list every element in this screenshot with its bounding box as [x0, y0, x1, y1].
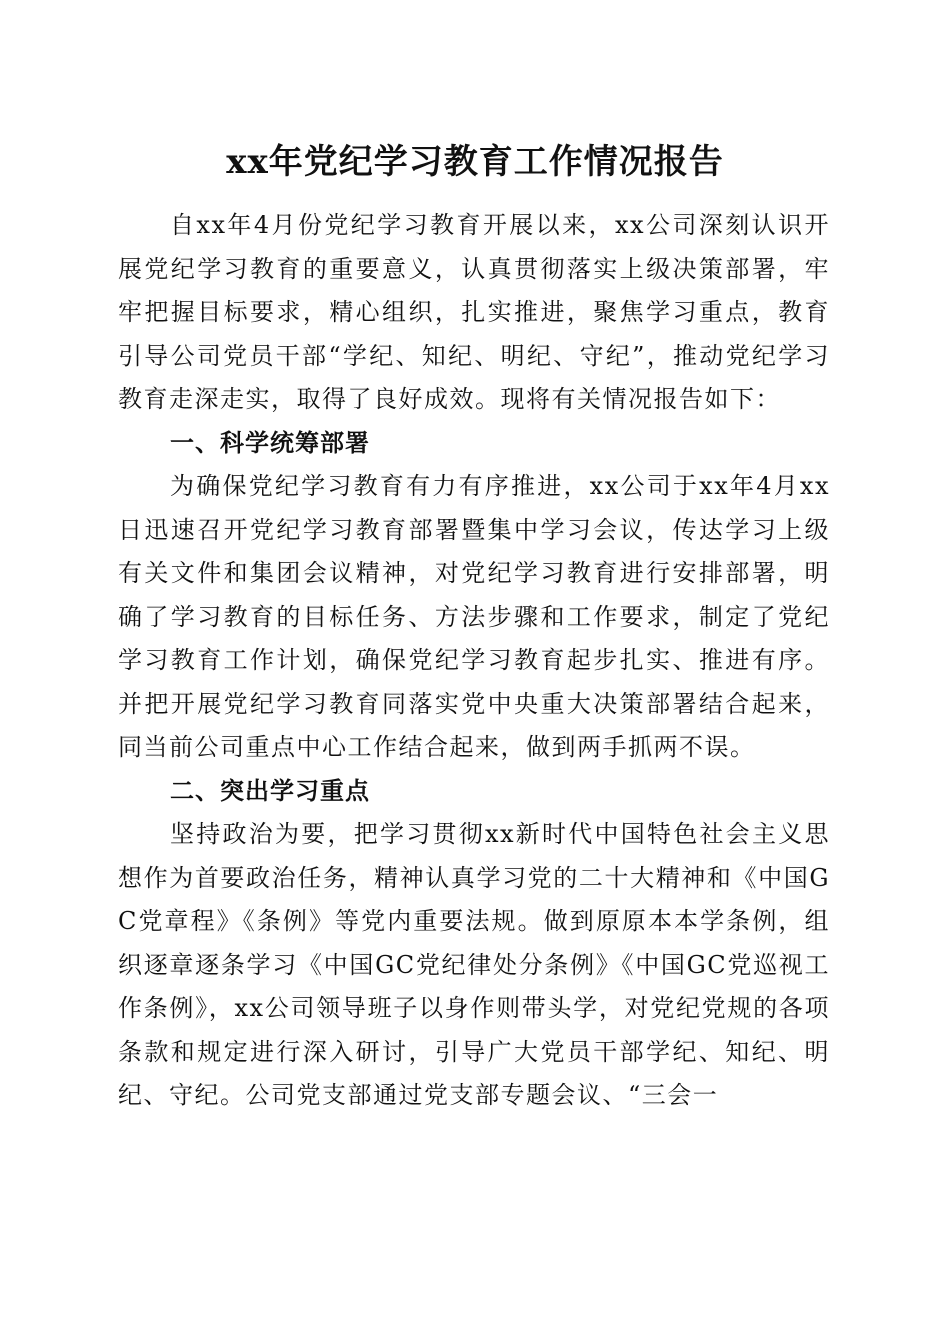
document-body — [118, 204, 830, 1118]
section-paragraph: 坚持政治为要，把学习贯彻xx新时代中国特色社会主义思想作为首要政治任务，精神认真学习党的二十大精神和《中国GC党章程》《条例》等党内重要法规。做到原原本本学条例，组织逐章逐条学习《中国GC党纪律处分条例》《中国GC党巡视工作条例》，xx公司领导班子以身作则带头学，对党纪党规的各项条款和规定进行深入研讨，引导广大党员干部学纪、知纪、明纪、守纪。公司党支部通过党支部专题会议、“三会一 — [118, 820, 830, 1109]
section-paragraph: 为确保党纪学习教育有力有序推进，xx公司于xx年4月xx日迅速召开党纪学习教育部署暨集中学习会议，传达学习上级有关文件和集团会议精神，对党纪学习教育进行安排部署，明确了学习教育的目标任务、方法步骤和工作要求，制定了党纪学习教育工作计划，确保党纪学习教育起步扎实、推进有序。并把开展党纪学习教育同落实党中央重大决策部署结合起来，同当前公司重点中心工作结合起来，做到两手抓两不误。 — [118, 472, 830, 761]
intro-paragraph: 自xx年4月份党纪学习教育开展以来，xx公司深刻认识开展党纪学习教育的重要意义，认真贯彻落实上级决策部署，牢牢把握目标要求，精心组织，扎实推进，聚焦学习重点，教育引导公司党员干部“学纪、知纪、明纪、守纪”，推动党纪学习教育走深走实，取得了良好成效。现将有关情况报告如下： — [118, 211, 830, 413]
section-heading: 一、科学统筹部署 — [170, 428, 370, 457]
section-heading: 二、突出学习重点 — [170, 776, 370, 805]
document-title: xx年党纪学习教育工作情况报告 — [226, 142, 724, 182]
